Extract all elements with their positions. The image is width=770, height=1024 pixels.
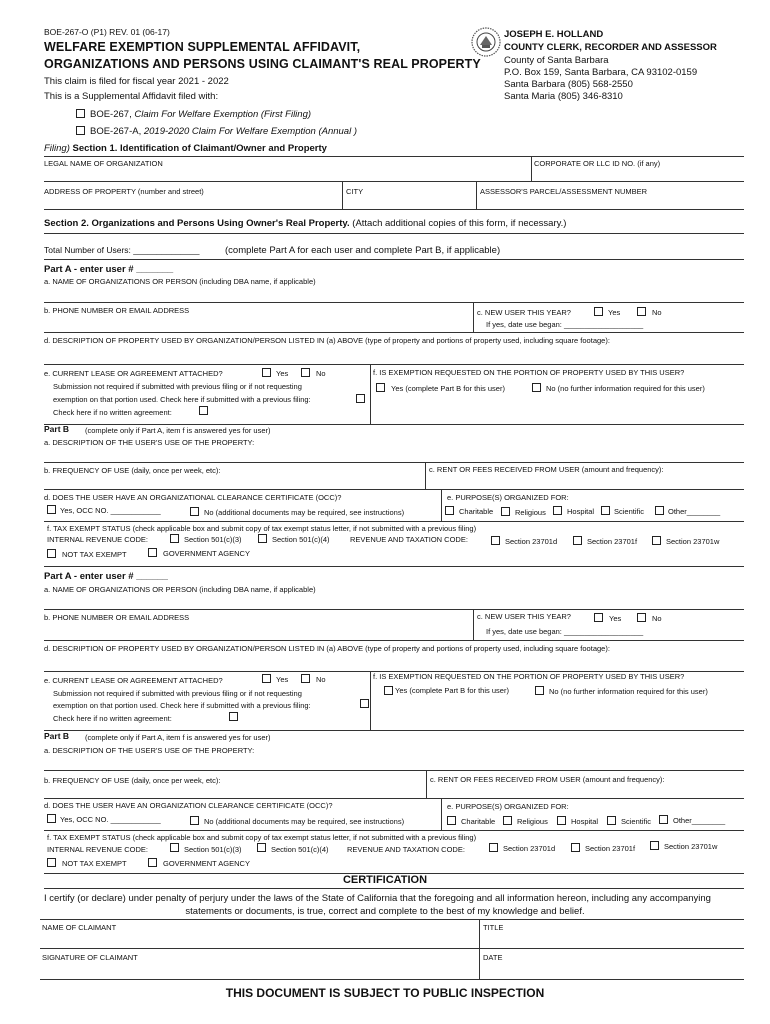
exemption-no-label: No (no further information required for this user) (546, 384, 705, 393)
tax-exempt-label: f. TAX EXEMPT STATUS (check applicable box and submit copy of tax exempt status letter, if not submitted with a previous filing) (47, 524, 477, 533)
occ-no-label-2: No (additional documents may be required, see instructions) (204, 817, 405, 826)
occ-no-label: No (additional documents may be required, see instructions) (204, 508, 405, 517)
certification-text-1: I certify (or declare) under penalty of perjury under the laws of the State of California that the foregoing and all information hereon, including any accompanying (44, 893, 711, 904)
new-user-label: c. NEW USER THIS YEAR? (477, 308, 571, 317)
lease-yes-label-2: Yes (276, 675, 289, 684)
23701w-checkbox[interactable] (652, 536, 661, 545)
not-tax-exempt-checkbox[interactable] (47, 549, 56, 558)
new-user-yes-checkbox[interactable] (594, 307, 603, 316)
hospital-label-2: Hospital (571, 817, 599, 826)
exemption-no-checkbox-2[interactable] (535, 686, 544, 695)
county-name: County of Santa Barbara (504, 55, 609, 66)
form-title-line-1: WELFARE EXEMPTION SUPPLEMENTAL AFFIDAVIT, (44, 40, 361, 54)
charitable-checkbox[interactable] (445, 506, 454, 515)
not-tax-exempt-checkbox-2[interactable] (47, 858, 56, 867)
lease-note-3-2: Check here if no written agreement: (53, 714, 172, 723)
legal-name-field[interactable] (44, 168, 530, 181)
23701f-checkbox-2[interactable] (571, 843, 580, 852)
purpose-label-2: e. PURPOSE(S) ORGANIZED FOR: (447, 802, 569, 811)
lease-note-2-2: exemption on that portion used. Check here if submitted with a previous filing: (53, 701, 311, 710)
signature-field[interactable] (42, 963, 477, 978)
501c3-checkbox[interactable] (170, 534, 179, 543)
no-written-agreement-checkbox[interactable] (199, 406, 208, 415)
address-label: ADDRESS OF PROPERTY (number and street) (44, 187, 204, 196)
certification-text-2: statements or documents, is true, correct and complete to the best of my knowledge and belief. (185, 906, 585, 917)
boe-267-checkbox[interactable] (76, 109, 85, 118)
rent-fees-label-2: c. RENT OR FEES RECEIVED FROM USER (amount and frequency): (430, 775, 665, 784)
23701f-label-2: Section 23701f (585, 844, 636, 853)
corp-id-label: CORPORATE OR LLC ID NO. (if any) (534, 159, 661, 168)
part-b-header: Part B (44, 424, 70, 434)
501c3-checkbox-2[interactable] (170, 843, 179, 852)
lease-yes-checkbox[interactable] (262, 368, 271, 377)
not-tax-exempt-label-2: NOT TAX EXEMPT (62, 859, 127, 868)
irc-label-2: INTERNAL REVENUE CODE: (47, 845, 148, 854)
scientific-label-2: Scientific (621, 817, 652, 826)
exemption-requested-label-2: f. IS EXEMPTION REQUESTED ON THE PORTION OF PROPERTY USED BY THIS USER? (373, 672, 685, 681)
exemption-no-label-2: No (no further information required for this user) (549, 687, 708, 696)
user-name-label-2: a. NAME OF ORGANIZATIONS OR PERSON (including DBA name, if applicable) (44, 585, 316, 594)
exemption-yes-checkbox[interactable] (376, 383, 385, 392)
use-description-field-2[interactable] (44, 756, 744, 770)
government-agency-label-2: GOVERNMENT AGENCY (163, 859, 250, 868)
lease-attached-label: e. CURRENT LEASE OR AGREEMENT ATTACHED? (44, 369, 223, 378)
boe-267-a-option: BOE-267-A, 2019-2020 Claim For Welfare Exemption (Annual ) (90, 126, 358, 137)
apn-label: ASSESSOR'S PARCEL/ASSESSMENT NUMBER (480, 187, 648, 196)
part-a-header: Part A - enter user # _______ (44, 264, 174, 275)
lease-note-2: exemption on that portion used. Check here if submitted with a previous filing: (53, 395, 311, 404)
boe-267-option: BOE-267, Claim For Welfare Exemption (First Filing) (90, 109, 312, 120)
charitable-checkbox-2[interactable] (447, 816, 456, 825)
section-2-title: Section 2. Organizations and Persons Using Owner's Real Property. (Attach additional copies of this form, if necessary.) (44, 218, 567, 229)
use-description-label: a. DESCRIPTION OF THE USER'S USE OF THE PROPERTY: (44, 438, 255, 447)
county-office: COUNTY CLERK, RECORDER AND ASSESSOR (504, 42, 717, 53)
hospital-checkbox-2[interactable] (557, 816, 566, 825)
new-user-yes-label: Yes (608, 308, 621, 317)
lease-note-1-2: Submission not required if submitted with previous filing or if not requesting (53, 689, 302, 698)
exemption-yes-checkbox-2[interactable] (384, 686, 393, 695)
rent-fees-label: c. RENT OR FEES RECEIVED FROM USER (amount and frequency): (429, 465, 664, 474)
purpose-label: e. PURPOSE(S) ORGANIZED FOR: (447, 493, 569, 502)
religious-label-2: Religious (517, 817, 548, 826)
user-name-field[interactable] (44, 288, 744, 302)
part-b-header-2: Part B (44, 731, 70, 741)
23701d-label: Section 23701d (505, 537, 558, 546)
boe-267-a-checkbox[interactable] (76, 126, 85, 135)
lease-attached-label-2: e. CURRENT LEASE OR AGREEMENT ATTACHED? (44, 676, 223, 685)
date-use-began-field-2[interactable]: If yes, date use began: ___________________ (486, 627, 644, 636)
supplemental-text: This is a Supplemental Affidavit filed with: (44, 91, 219, 102)
property-description-field[interactable] (44, 347, 744, 364)
exemption-no-checkbox[interactable] (532, 383, 541, 392)
scientific-checkbox-2[interactable] (607, 816, 616, 825)
exemption-yes-label: Yes (complete Part B for this user) (391, 384, 505, 393)
lease-no-checkbox-2[interactable] (301, 674, 310, 683)
lease-no-checkbox[interactable] (301, 368, 310, 377)
501c4-label: Section 501(c)(4) (272, 535, 330, 544)
city-label: CITY (346, 187, 364, 196)
lease-note-3: Check here if no written agreement: (53, 408, 172, 417)
new-user-yes-checkbox-2[interactable] (594, 613, 603, 622)
occ-yes-field[interactable]: Yes, OCC NO. ____________ (60, 506, 161, 515)
use-description-field[interactable] (44, 448, 744, 462)
government-agency-checkbox-2[interactable] (148, 858, 157, 867)
501c4-checkbox-2[interactable] (257, 843, 266, 852)
county-po-box: P.O. Box 159, Santa Barbara, CA 93102-0159 (504, 67, 698, 78)
lease-note-1: Submission not required if submitted with previous filing or if not requesting (53, 382, 302, 391)
part-a-header-2: Part A - enter user # ______ (44, 571, 168, 582)
frequency-label: b. FREQUENCY OF USE (daily, once per week, etc): (44, 466, 221, 475)
user-name-label: a. NAME OF ORGANIZATIONS OR PERSON (including DBA name, if applicable) (44, 277, 316, 286)
government-agency-checkbox[interactable] (148, 548, 157, 557)
county-seal-icon (470, 26, 502, 58)
lease-no-label-2: No (316, 675, 326, 684)
religious-checkbox[interactable] (501, 507, 510, 516)
no-written-agreement-checkbox-2[interactable] (229, 712, 238, 721)
county-phone-sm: Santa Maria (805) 346-8310 (504, 91, 623, 102)
501c4-label-2: Section 501(c)(4) (271, 845, 329, 854)
rtc-label: REVENUE AND TAXATION CODE: (350, 535, 468, 544)
date-label: DATE (483, 953, 503, 962)
rtc-label-2: REVENUE AND TAXATION CODE: (347, 845, 465, 854)
occ-label-2: d. DOES THE USER HAVE AN ORGANIZATION CLEARANCE CERTIFICATE (OCC)? (44, 801, 333, 810)
occ-no-checkbox-2[interactable] (190, 816, 199, 825)
not-tax-exempt-label: NOT TAX EXEMPT (62, 550, 127, 559)
religious-label: Religious (515, 508, 546, 517)
occ-yes-field-2[interactable]: Yes, OCC NO. ____________ (60, 815, 161, 824)
new-user-label-2: c. NEW USER THIS YEAR? (477, 612, 571, 621)
charitable-label-2: Charitable (461, 817, 496, 826)
date-field[interactable] (481, 963, 744, 978)
lease-yes-label: Yes (276, 369, 289, 378)
lease-no-label: No (316, 369, 326, 378)
new-user-no-checkbox-2[interactable] (637, 613, 646, 622)
occ-no-checkbox[interactable] (190, 507, 199, 516)
fiscal-year-text: This claim is filed for fiscal year 2021 - 2022 (44, 76, 229, 87)
23701f-label: Section 23701f (587, 537, 638, 546)
23701w-checkbox-2[interactable] (650, 841, 659, 850)
new-user-no-label-2: No (652, 614, 662, 623)
new-user-no-label: No (652, 308, 662, 317)
claimant-title-field[interactable] (481, 933, 744, 947)
claimant-name-field[interactable] (42, 933, 477, 947)
scientific-label: Scientific (614, 507, 645, 516)
irc-label: INTERNAL REVENUE CODE: (47, 535, 148, 544)
legal-name-label: LEGAL NAME OF ORGANIZATION (44, 159, 163, 168)
hospital-checkbox[interactable] (553, 506, 562, 515)
government-agency-label: GOVERNMENT AGENCY (163, 549, 250, 558)
23701w-label: Section 23701w (666, 537, 720, 546)
23701w-label-2: Section 23701w (664, 842, 718, 851)
occ-yes-checkbox-2[interactable] (47, 814, 56, 823)
user-phone-label: b. PHONE NUMBER OR EMAIL ADDRESS (44, 306, 190, 315)
exemption-yes-label-2: Yes (complete Part B for this user) (395, 686, 509, 695)
501c3-label-2: Section 501(c)(3) (184, 845, 242, 854)
new-user-yes-label-2: Yes (609, 614, 622, 623)
user-phone-label-2: b. PHONE NUMBER OR EMAIL ADDRESS (44, 613, 190, 622)
property-description-field-2[interactable] (44, 655, 744, 671)
lease-previous-filing-checkbox-2[interactable] (360, 699, 369, 708)
claimant-title-label: TITLE (483, 923, 504, 932)
lease-previous-filing-checkbox[interactable] (356, 394, 365, 403)
date-use-began-field[interactable]: If yes, date use began: ___________________ (486, 320, 644, 329)
user-name-field-2[interactable] (44, 596, 744, 609)
property-description-label: d. DESCRIPTION OF PROPERTY USED BY ORGANIZATION/PERSON LISTED IN (a) ABOVE (type of property and portions of property used, including square footage): (44, 336, 610, 345)
claimant-name-label: NAME OF CLAIMANT (42, 923, 117, 932)
occ-label: d. DOES THE USER HAVE AN ORGANIZATIONAL CLEARANCE CERTIFICATE (OCC)? (44, 493, 342, 502)
part-b-note: (complete only if Part A, item f is answered yes for user) (85, 426, 271, 435)
501c3-label: Section 501(c)(3) (184, 535, 242, 544)
property-description-label-2: d. DESCRIPTION OF PROPERTY USED BY ORGANIZATION/PERSON LISTED IN (a) ABOVE (type of property and portions of property used, including square footage): (44, 644, 610, 653)
address-field[interactable] (44, 196, 341, 209)
23701d-label-2: Section 23701d (503, 844, 556, 853)
charitable-label: Charitable (459, 507, 494, 516)
part-b-note-2: (complete only if Part A, item f is answered yes for user) (85, 733, 271, 742)
use-description-label-2: a. DESCRIPTION OF THE USER'S USE OF THE PROPERTY: (44, 746, 255, 755)
public-inspection-notice: THIS DOCUMENT IS SUBJECT TO PUBLIC INSPECTION (225, 986, 545, 1000)
county-official-name: JOSEPH E. HOLLAND (504, 29, 604, 40)
corp-id-field[interactable] (533, 168, 744, 181)
frequency-label-2: b. FREQUENCY OF USE (daily, once per week, etc): (44, 776, 221, 785)
certification-title: CERTIFICATION (342, 874, 428, 886)
other-checkbox[interactable] (655, 506, 664, 515)
hospital-label: Hospital (567, 507, 595, 516)
23701d-checkbox[interactable] (491, 536, 500, 545)
total-users-note: (complete Part A for each user and complete Part B, if applicable) (225, 245, 501, 256)
form-title-line-2: ORGANIZATIONS AND PERSONS USING CLAIMANT'S REAL PROPERTY (44, 57, 481, 71)
lease-yes-checkbox-2[interactable] (262, 674, 271, 683)
scientific-checkbox[interactable] (601, 506, 610, 515)
form-id: BOE-267-O (P1) REV. 01 (06-17) (44, 27, 170, 37)
county-phone-sb: Santa Barbara (805) 568-2550 (504, 79, 633, 90)
other-field[interactable]: Other________ (668, 507, 721, 516)
city-field[interactable] (344, 196, 475, 209)
new-user-no-checkbox[interactable] (637, 307, 646, 316)
23701d-checkbox-2[interactable] (489, 843, 498, 852)
tax-exempt-label-2: f. TAX EXEMPT STATUS (check applicable box and submit copy of tax exempt status letter, if not submitted with a previous filing) (47, 833, 477, 842)
other-checkbox-2[interactable] (659, 815, 668, 824)
other-field-2[interactable]: Other________ (673, 816, 726, 825)
23701f-checkbox[interactable] (573, 536, 582, 545)
501c4-checkbox[interactable] (258, 534, 267, 543)
section-1-title: Filing) Section 1. Identification of Claimant/Owner and Property (44, 143, 327, 154)
apn-field[interactable] (478, 196, 744, 209)
occ-yes-checkbox[interactable] (47, 505, 56, 514)
religious-checkbox-2[interactable] (503, 816, 512, 825)
exemption-requested-label: f. IS EXEMPTION REQUESTED ON THE PORTION OF PROPERTY USED BY THIS USER? (373, 368, 685, 377)
total-users-field[interactable]: Total Number of Users: ______________ (44, 245, 200, 255)
signature-label: SIGNATURE OF CLAIMANT (42, 953, 138, 962)
